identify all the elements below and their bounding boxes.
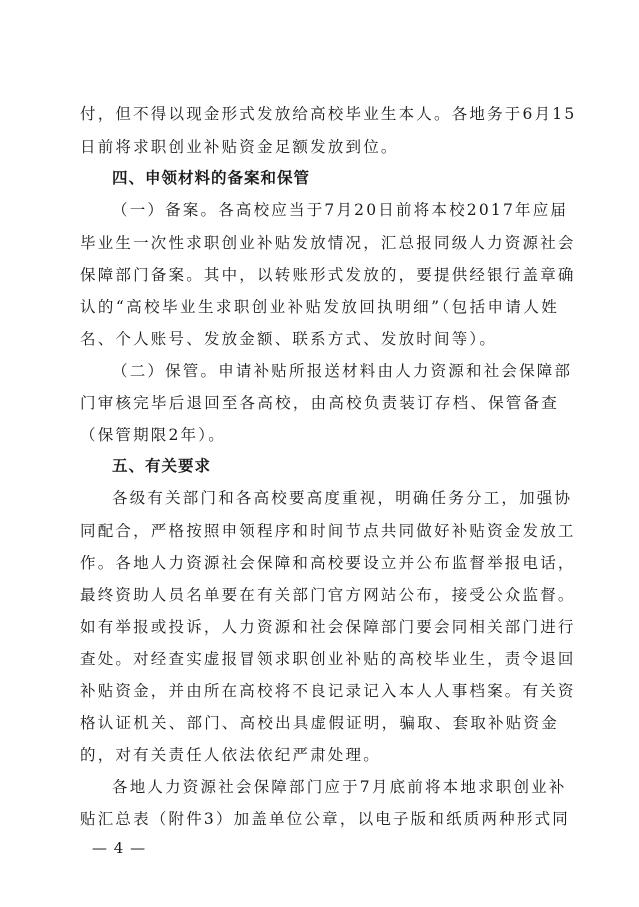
text-line: 补贴资金，并由所在高校将不良记录记入本人人事档案。有关资 bbox=[80, 682, 576, 700]
text-line: 认的“高校毕业生求职创业补贴发放回执明细”（包括申请人姓 bbox=[80, 298, 559, 316]
text-line: 各地人力资源社会保障部门应于7月底前将本地求职创业补 bbox=[112, 778, 567, 796]
text-line: （二）保管。申请补贴所报送材料由人力资源和社会保障部 bbox=[112, 362, 573, 380]
text-line: 查处。对经查实虚报冒领求职创业补贴的高校毕业生，责令退回 bbox=[80, 650, 576, 668]
text-line: 的，对有关责任人依法依纪严肃处理。 bbox=[80, 746, 381, 764]
text-line: 毕业生一次性求职创业补贴发放情况，汇总报同级人力资源社会 bbox=[80, 234, 576, 252]
text-line: 名、个人账号、发放金额、联系方式、发放时间等）。 bbox=[80, 330, 498, 348]
section-heading: 五、有关要求 bbox=[112, 457, 212, 475]
text-line: （保管期限2年）。 bbox=[80, 426, 226, 444]
text-line: 日前将求职创业补贴资金足额发放到位。 bbox=[80, 138, 399, 156]
text-line: 保障部门备案。其中，以转账形式发放的，要提供经银行盖章确 bbox=[80, 266, 576, 284]
text-line: 如有举报或投诉，人力资源和社会保障部门要会同相关部门进行 bbox=[80, 618, 576, 636]
text-line: 作。各地人力资源社会保障和高校要设立并公布监督举报电话， bbox=[80, 554, 576, 572]
text-line: 付，但不得以现金形式发放给高校毕业生本人。各地务于6月15 bbox=[80, 105, 577, 123]
page-number: — 4 — bbox=[92, 839, 147, 857]
text-line: 最终资助人员名单要在有关部门官方网站公布，接受公众监督。 bbox=[80, 586, 576, 604]
text-line: 门审核完毕后退回至各高校，由高校负责装订存档、保管备查 bbox=[80, 394, 559, 412]
text-line: 同配合，严格按照申领程序和时间节点共同做好补贴资金发放工 bbox=[80, 522, 576, 540]
text-line: 格认证机关、部门、高校出具虚假证明，骗取、套取补贴资金 bbox=[80, 714, 559, 732]
section-heading: 四、申领材料的备案和保管 bbox=[112, 169, 311, 187]
text-line: 各级有关部门和各高校要高度重视，明确任务分工，加强协 bbox=[112, 489, 573, 507]
text-line: 贴汇总表（附件3）加盖单位公章，以电子版和纸质两种形式同 bbox=[80, 810, 570, 828]
text-line: （一）备案。各高校应当于7月20日前将本校2017年应届 bbox=[112, 201, 569, 219]
